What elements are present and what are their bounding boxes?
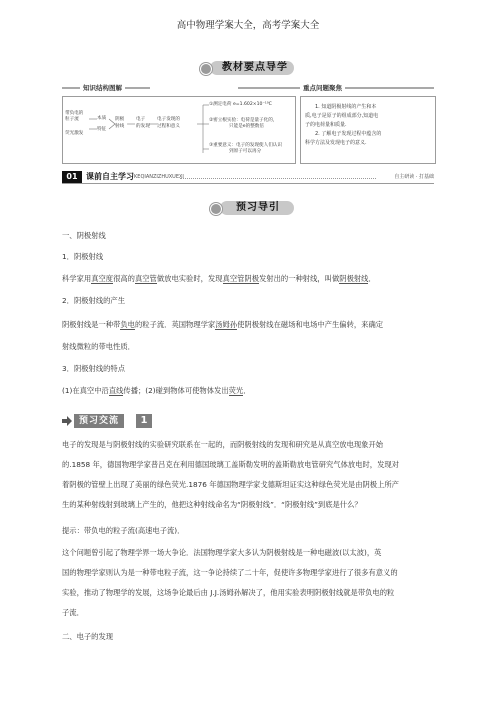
tree-node-cathode: 阴极 [115,117,125,122]
exchange-label: 预习交流 [74,414,124,428]
section-slogan: 自主研读 · 打基础 [394,174,434,180]
tree-node-feature: 特征 [97,127,107,132]
banner-label: 预习导引 [236,202,280,213]
paragraph: 科学家用真空度很高的真空管做放电实验时，发现真空管阴极发射出的一种射线，叫做阴极射线． [62,274,376,283]
section-heading-cathode-ray: 一、阴极射线 [62,231,106,240]
knowledge-structure-label: 知识结构图解 [80,83,125,92]
paragraph: (1)在真空中沿直线传播；(2)碰到物体可使物体发出荧光． [62,386,251,395]
section-number: 01 [62,171,82,183]
tree-node-negative-particles: 带负电的 [65,111,84,116]
tree-node-electron: 电子 [136,117,146,122]
tree-node-meaning: 过程和意义 [157,124,180,129]
knowledge-tree-box [62,96,296,164]
preview-exchange-tag [62,414,172,428]
guide-banner [200,61,296,75]
exchange-number: 1 [136,414,152,428]
paragraph: 阴极射线是一种带负电的粒子流．英国物理学家汤姆孙使阴极射线在磁场和电场中产生偏转，来确定 [62,320,384,329]
tree-node-ray: 射线 [115,124,125,129]
tree-node-particle-stream: 粒子流 [65,117,79,122]
tree-result-millikan-2: 只能是e的整数倍 [229,124,264,129]
tree-result-charge: ①测定电荷 e=1.602×10⁻¹⁹C [209,102,272,107]
tree-result-millikan: ②密立根实验：电荷是量子化的， [209,118,278,123]
paragraph: 射线微粒的带电性质． [62,342,135,351]
tree-node-process: 电子发现的 [157,117,180,122]
section-heading-electron-discovery: 二、电子的发现 [62,632,114,641]
arrow-icon [62,416,72,426]
tree-node-essence: 本质 [97,116,107,121]
note-line: 1. 知道阴极射线的产生和本 [315,104,377,110]
section-pinyin: KEQIANZIZHUXUEXI [134,174,184,180]
key-notes-box [300,96,436,164]
section-title: 课前自主学习 [86,172,134,181]
self-study-bar [62,171,434,183]
subheading: 2．阴极射线的产生 [62,296,126,305]
tree-node-discovery: 的发现 [136,124,150,129]
page-header: 高中物理学案大全，高考学案大全 [176,20,320,31]
tree-result-significance: ③重要意义：电子的发现使人们认识 [209,143,283,148]
hint: 提示：带负电的粒子流(高速电子流)． [62,526,185,535]
banner-label: 教材要点导学 [222,62,288,73]
tree-result-significance-2: 到原子可以再分 [229,149,262,154]
knowledge-bar [62,84,434,92]
bullet-icon [210,203,222,215]
subheading: 1．阴极射线 [62,252,104,261]
tree-node-fluorescence: 荧光激发 [65,131,84,136]
key-issues-label: 重点问题聚焦 [300,83,345,92]
note-line: 质,电子是原子的组成部分,知道电 [305,113,379,119]
note-line: 科学方法及发现电子的意义. [305,140,367,146]
note-line: 2. 了解电子发现过程中蕴含的 [315,131,382,137]
subheading: 3．阴极射线的特点 [62,364,126,373]
note-line: 子的电荷量和质量. [305,122,347,128]
preview-banner [210,201,296,215]
bullet-icon [200,63,212,75]
exchange-paragraph: 电子的发现是与阴极射线的实验研究联系在一起的，而阴极射线的发现和研究是从真空放电现象开始 的.1858 年，德国物理学家普吕克在利用德国玻璃工盖斯勒发明的盖斯勒放电管研究气体放电时，发现对 着阴极的管壁上出现了美丽的绿色荧光.1876 年德国物理学家戈德斯坦证实这种绿色荧光是由阴极上所产 生的某种射线射到玻璃上产生的，他把这种射线命名为“阴极射线”．“阴极射线”到底是什么？ [62,440,399,509]
answer-paragraph: 这个问题曾引起了物理学界一场大争论．法国物理学家大多认为阴极射线是一种电磁波(以太波)，英 国的物理学家则认为是一种带电粒子流，这一争论持续了二十年，促使许多物理学家进行了很多有意义的 实验，推动了物理学的发展，这场争论最后由 J.J.汤姆孙解决了，他用实验表明阴极射线就是带负电的粒 子流． [62,548,398,617]
